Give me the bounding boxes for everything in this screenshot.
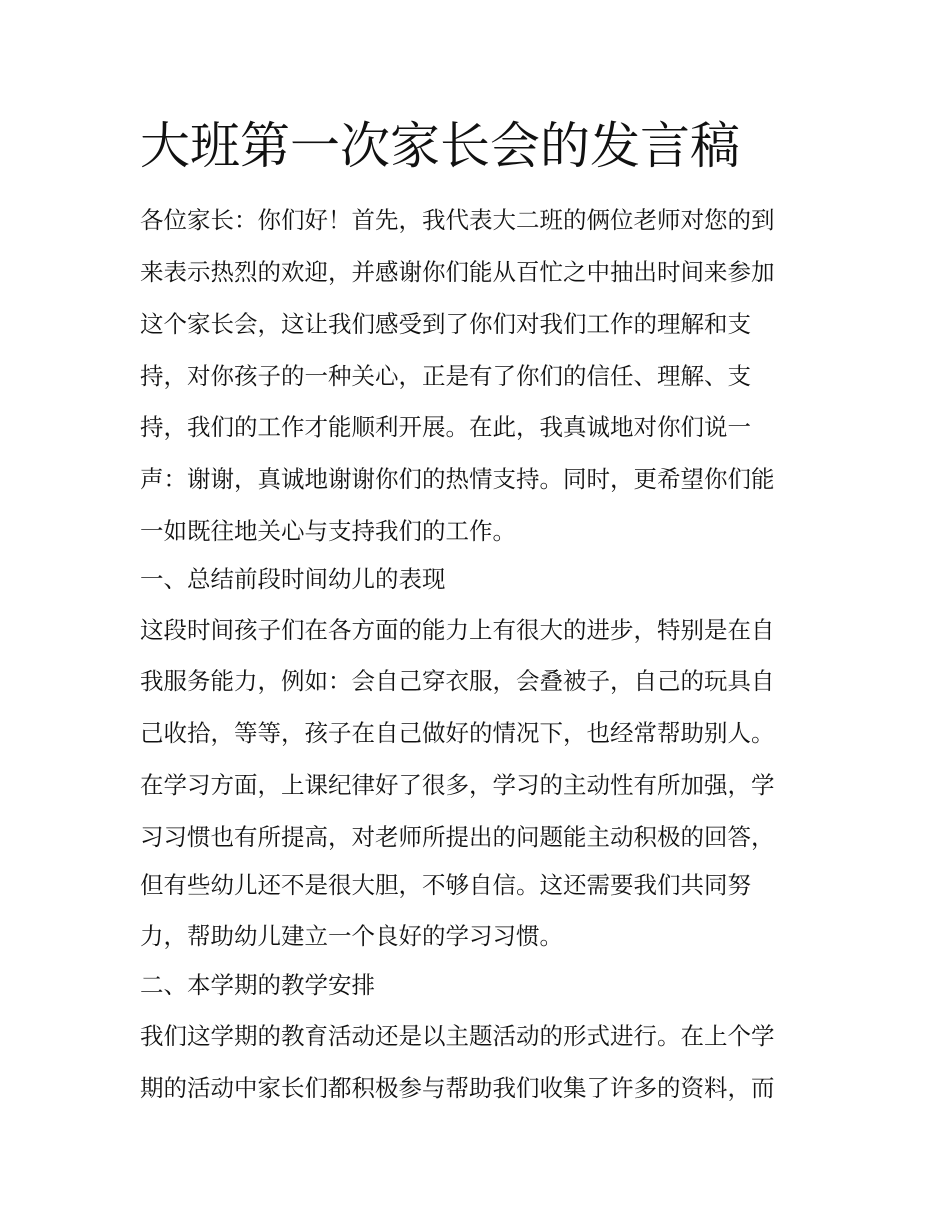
text-line: 来表示热烈的欢迎，并感谢你们能从百忙之中抽出时间来参加 [140,258,775,286]
text-line: 期的活动中家长们都积极参与帮助我们收集了许多的资料，而 [140,1074,775,1102]
text-line: 持，对你孩子的一种关心，正是有了你们的信任、理解、支 [140,362,751,390]
text-line: 己收拾，等等，孩子在自己做好的情况下，也经常帮助别人。 [140,719,775,747]
text-line: 持，我们的工作才能顺利开展。在此，我真诚地对你们说一 [140,413,751,441]
section-heading: 二、本学期的教学安排 [140,971,375,999]
text-line: 一如既往地关心与支持我们的工作。 [140,517,516,545]
text-line: 这段时间孩子们在各方面的能力上有很大的进步，特别是在自 [140,616,775,644]
text-line: 在学习方面，上课纪律好了很多，学习的主动性有所加强，学 [140,771,775,799]
text-line: 但有些幼儿还不是很大胆，不够自信。这还需要我们共同努 [140,871,751,899]
document-title: 大班第一次家长会的发言稿 [140,117,740,175]
text-line: 我服务能力，例如：会自己穿衣服，会叠被子，自己的玩具自 [140,667,775,695]
text-line: 这个家长会，这让我们感受到了你们对我们工作的理解和支 [140,310,751,338]
text-line: 各位家长：你们好！首先，我代表大二班的俩位老师对您的到 [140,206,775,234]
text-line: 习习惯也有所提高，对老师所提出的问题能主动积极的回答， [140,823,775,851]
section-heading: 一、总结前段时间幼儿的表现 [140,565,446,593]
text-line: 我们这学期的教育活动还是以主题活动的形式进行。在上个学 [140,1022,775,1050]
text-line: 力，帮助幼儿建立一个良好的学习习惯。 [140,922,563,950]
text-line: 声：谢谢，真诚地谢谢你们的热情支持。同时，更希望你们能 [140,465,775,493]
